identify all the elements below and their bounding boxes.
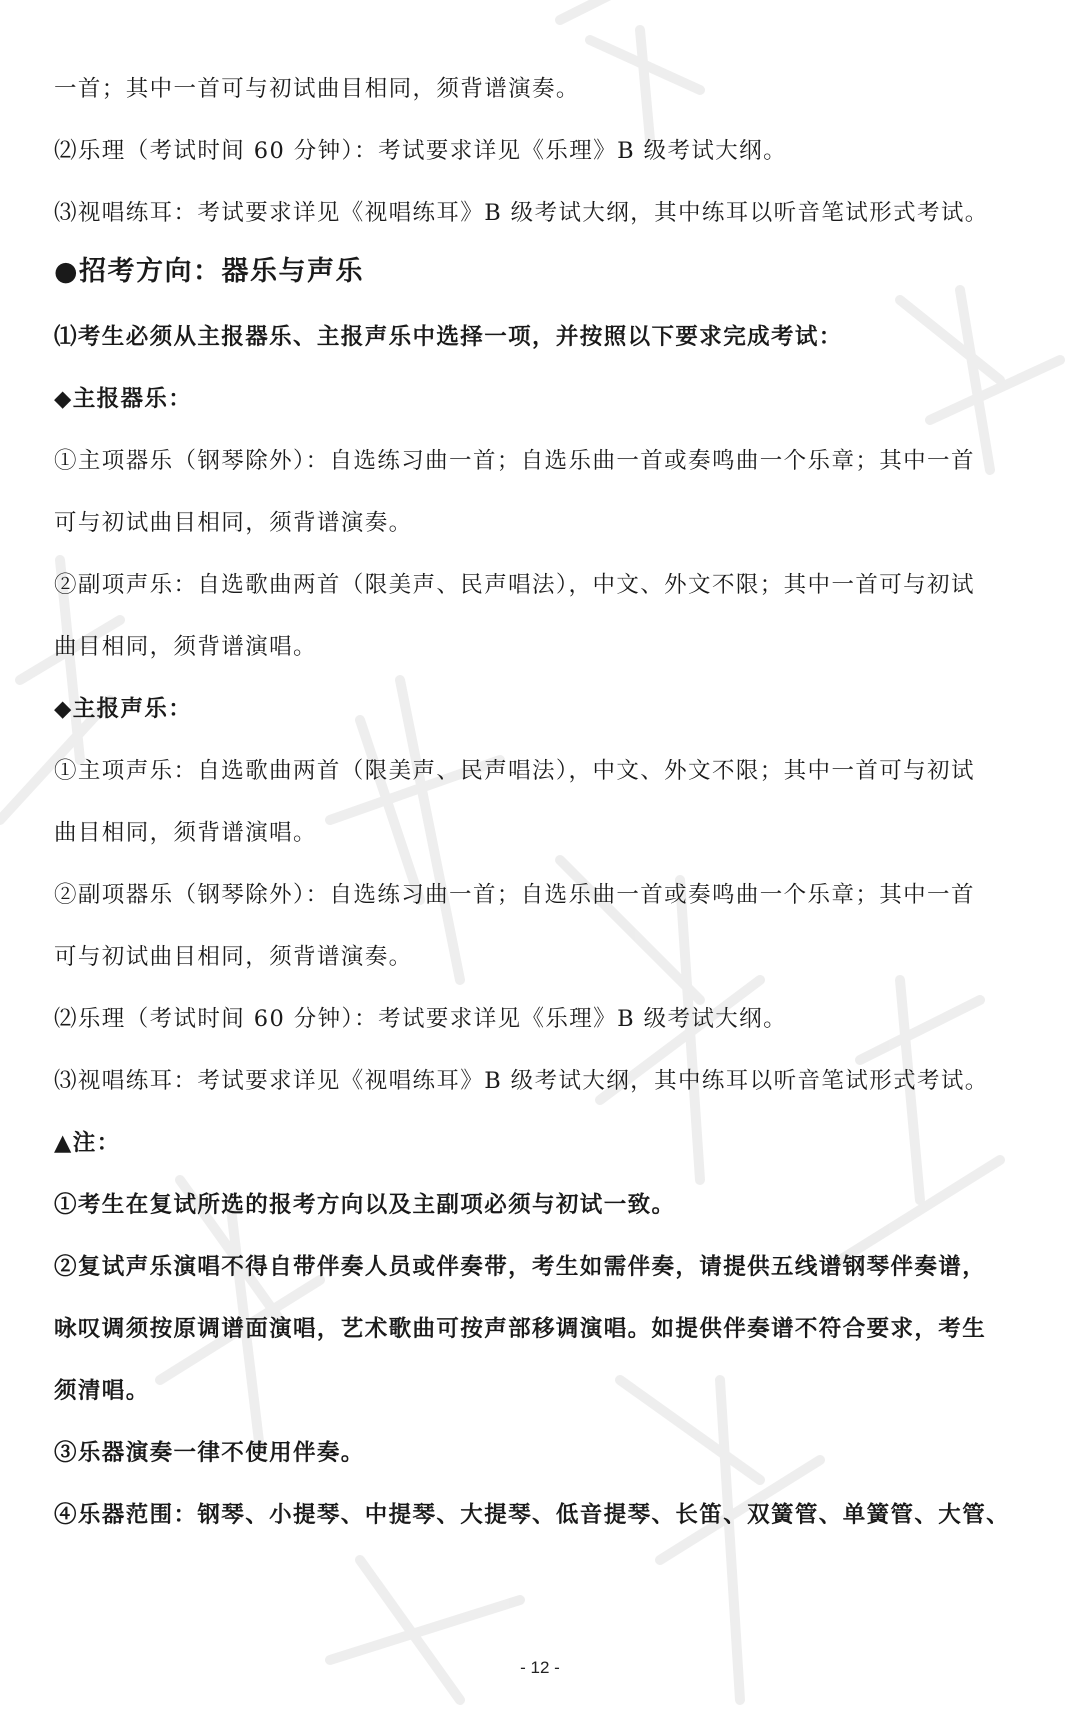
text-line: 可与初试曲目相同，须背谱演奏。 [54, 510, 413, 536]
text-line: ◆主报声乐： [54, 696, 193, 722]
text-line: 可与初试曲目相同，须背谱演奏。 [54, 944, 413, 970]
text-line: 曲目相同，须背谱演唱。 [54, 820, 317, 846]
text-line: ▲注： [54, 1130, 121, 1156]
text-line: ⑶视唱练耳：考试要求详见《视唱练耳》B 级考试大纲，其中练耳以听音笔试形式考试。 [54, 1068, 989, 1094]
text-line: 须清唱。 [54, 1378, 150, 1404]
page-number: - 12 - [520, 1658, 560, 1677]
text-line: 曲目相同，须背谱演唱。 [54, 634, 317, 660]
text-line: ①主项器乐（钢琴除外）：自选练习曲一首；自选乐曲一首或奏鸣曲一个乐章；其中一首 [54, 448, 975, 474]
text-line: ②复试声乐演唱不得自带伴奏人员或伴奏带，考生如需伴奏，请提供五线谱钢琴伴奏谱， [54, 1254, 987, 1280]
text-line: ⑶视唱练耳：考试要求详见《视唱练耳》B 级考试大纲，其中练耳以听音笔试形式考试。 [54, 200, 989, 226]
text-line: ⑴考生必须从主报器乐、主报声乐中选择一项，并按照以下要求完成考试： [54, 324, 843, 350]
text-line: ④乐器范围：钢琴、小提琴、中提琴、大提琴、低音提琴、长笛、双簧管、单簧管、大管、 [54, 1502, 1011, 1528]
text-line: 咏叹调须按原调谱面演唱，艺术歌曲可按声部移调演唱。如提供伴奏谱不符合要求，考生 [54, 1316, 987, 1342]
text-line: ①考生在复试所选的报考方向以及主副项必须与初试一致。 [54, 1192, 676, 1218]
text-line: 一首；其中一首可与初试曲目相同，须背谱演奏。 [54, 76, 580, 102]
text-line: ②副项器乐（钢琴除外）：自选练习曲一首；自选乐曲一首或奏鸣曲一个乐章；其中一首 [54, 882, 975, 908]
text-line: ◆主报器乐： [54, 386, 193, 412]
text-line: ①主项声乐：自选歌曲两首（限美声、民声唱法），中文、外文不限；其中一首可与初试 [54, 758, 975, 784]
text-line: ②副项声乐：自选歌曲两首（限美声、民声唱法），中文、外文不限；其中一首可与初试 [54, 572, 975, 598]
text-line: ⑵乐理（考试时间 60 分钟）：考试要求详见《乐理》B 级考试大纲。 [54, 138, 787, 164]
section-heading: ●招考方向：器乐与声乐 [54, 256, 365, 287]
text-line: ③乐器演奏一律不使用伴奏。 [54, 1440, 365, 1466]
text-line: ⑵乐理（考试时间 60 分钟）：考试要求详见《乐理》B 级考试大纲。 [54, 1006, 787, 1032]
